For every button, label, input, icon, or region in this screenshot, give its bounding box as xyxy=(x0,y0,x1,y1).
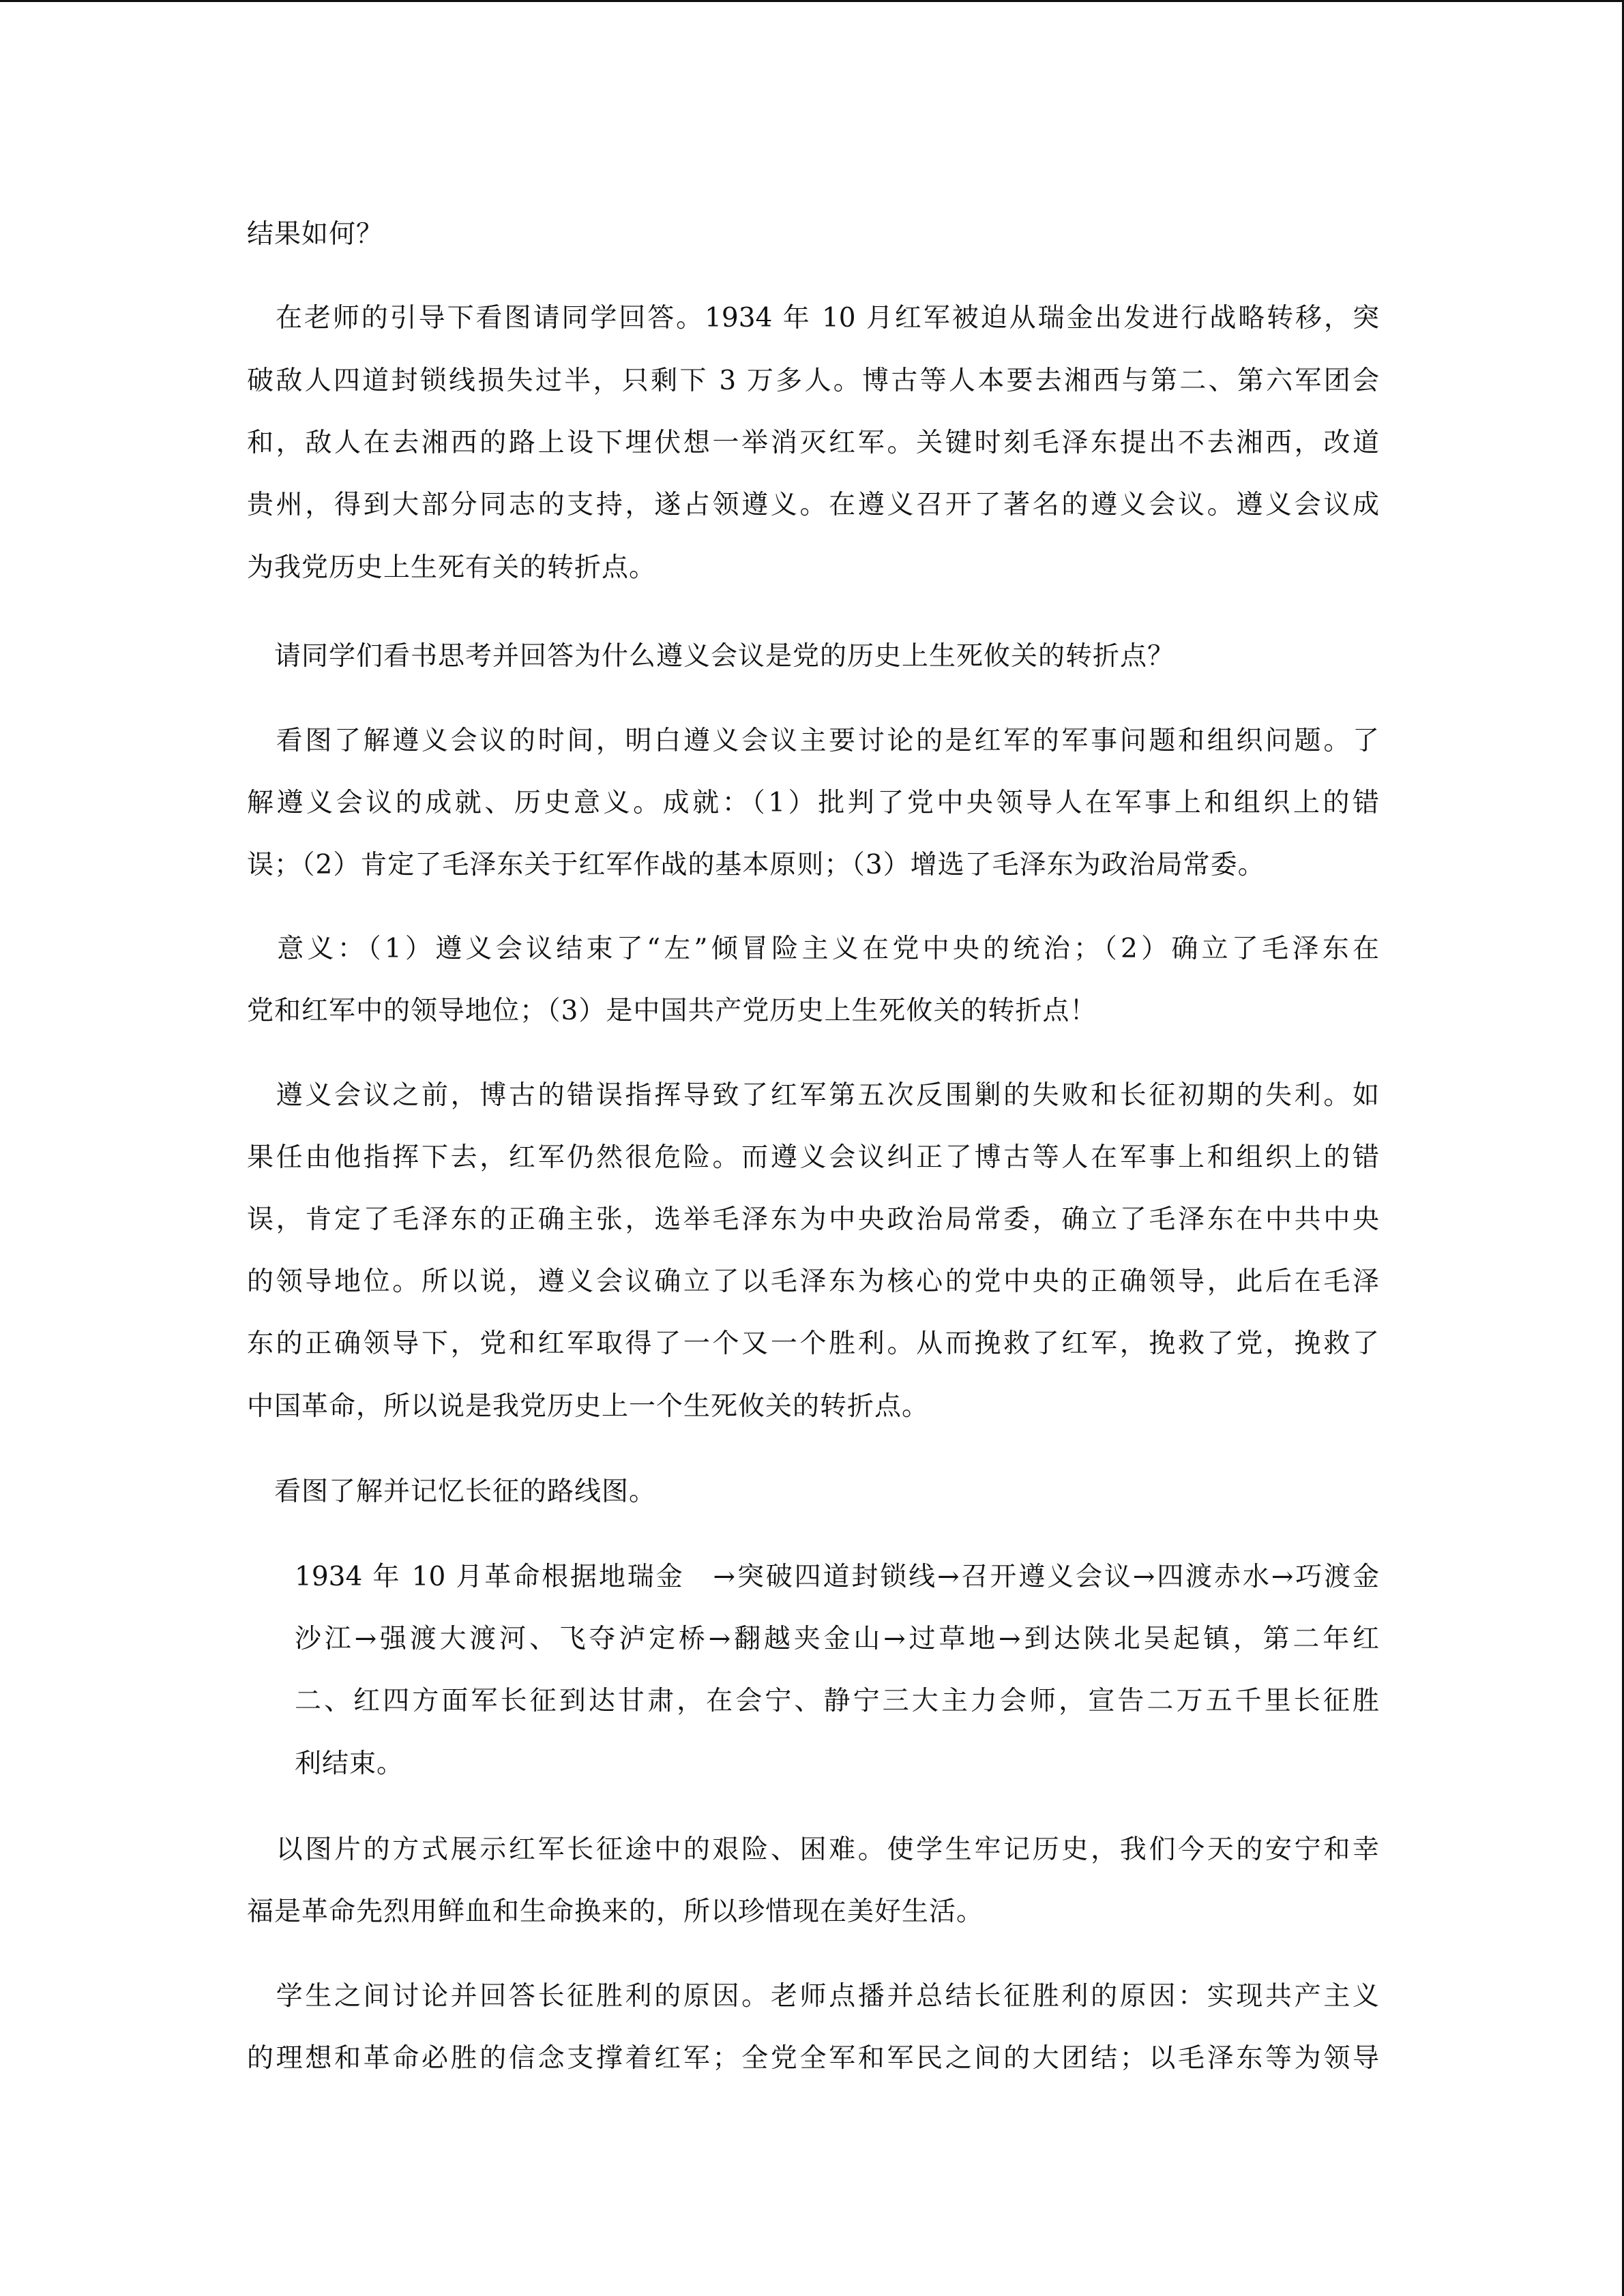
paragraph-line: 和，敌人在去湘西的路上设下埋伏想一举消灭红军。关键时刻毛泽东提出不去湘西，改道 xyxy=(247,428,1379,458)
paragraph-line: 破敌人四道封锁线损失过半，只剩下 3 万多人。博古等人本要去湘西与第二、第六军团会 xyxy=(247,366,1379,396)
paragraph-line: 解遵义会议的成就、历史意义。成就：（1）批判了党中央领导人在军事上和组织上的错 xyxy=(247,788,1379,818)
paragraph-line: 在老师的引导下看图请同学回答。1934 年 10 月红军被迫从瑞金出发进行战略转移，突 xyxy=(247,303,1379,333)
paragraph-line: 的领导地位。所以说，遵义会议确立了以毛泽东为核心的党中央的正确领导，此后在毛泽 xyxy=(247,1266,1379,1297)
paragraph-line: 遵义会议之前，博古的错误指挥导致了红军第五次反围剿的失败和长征初期的失利。如 xyxy=(247,1080,1379,1111)
paragraph-line: 以图片的方式展示红军长征途中的艰险、困难。使学生牢记历史，我们今天的安宁和幸 xyxy=(247,1834,1379,1865)
paragraph-line: 贵州，得到大部分同志的支持，遂占领遵义。在遵义召开了著名的遵义会议。遵义会议成 xyxy=(247,490,1379,520)
paragraph-line: 福是革命先烈用鲜血和生命换来的，所以珍惜现在美好生活。 xyxy=(247,1896,984,1927)
paragraph-line: 的理想和革命必胜的信念支撑着红军；全党全军和军民之间的大团结；以毛泽东等为领导 xyxy=(247,2043,1379,2074)
paragraph-line: 看图了解遵义会议的时间，明白遵义会议主要讨论的是红军的军事问题和组织问题。了 xyxy=(247,726,1379,756)
paragraph-line: 看图了解并记忆长征的路线图。 xyxy=(247,1476,657,1507)
route-line: 1934 年 10 月革命根据地瑞金 →突破四道封锁线→召开遵义会议→四渡赤水→巧渡金 xyxy=(295,1562,1379,1592)
route-line: 利结束。 xyxy=(295,1748,404,1779)
paragraph-line: 为我党历史上生死有关的转折点。 xyxy=(247,552,657,583)
paragraph-line: 党和红军中的领导地位；（3）是中国共产党历史上生死攸关的转折点！ xyxy=(247,996,1097,1026)
paragraph-line: 学生之间讨论并回答长征胜利的原因。老师点播并总结长征胜利的原因：实现共产主义 xyxy=(247,1981,1379,2012)
route-line: 沙江→强渡大渡河、飞夺泸定桥→翻越夹金山→过草地→到达陕北吴起镇，第二年红 xyxy=(295,1624,1379,1654)
paragraph-line: 东的正确领导下，党和红军取得了一个又一个胜利。从而挽救了红军，挽救了党，挽救了 xyxy=(247,1328,1379,1359)
paragraph-line: 中国革命，所以说是我党历史上一个生死攸关的转折点。 xyxy=(247,1391,930,1422)
paragraph-line: 误；（2）肯定了毛泽东关于红军作战的基本原则；（3）增选了毛泽东为政治局常委。 xyxy=(247,850,1265,880)
page-border-top xyxy=(0,0,1624,2)
paragraph-line: 请同学们看书思考并回答为什么遵义会议是党的历史上生死攸关的转折点？ xyxy=(247,641,1175,672)
paragraph-line: 误，肯定了毛泽东的正确主张，选举毛泽东为中央政治局常委，确立了毛泽东在中共中央 xyxy=(247,1204,1379,1235)
paragraph-line: 果任由他指挥下去，红军仍然很危险。而遵义会议纠正了博古等人在军事上和组织上的错 xyxy=(247,1142,1379,1173)
paragraph-line: 结果如何？ xyxy=(247,219,384,250)
paragraph-line: 意义：（1）遵义会议结束了“左”倾冒险主义在党中央的统治；（2）确立了毛泽东在 xyxy=(247,934,1379,964)
route-line: 二、红四方面军长征到达甘肃，在会宁、静宁三大主力会师，宣告二万五千里长征胜 xyxy=(295,1686,1379,1716)
